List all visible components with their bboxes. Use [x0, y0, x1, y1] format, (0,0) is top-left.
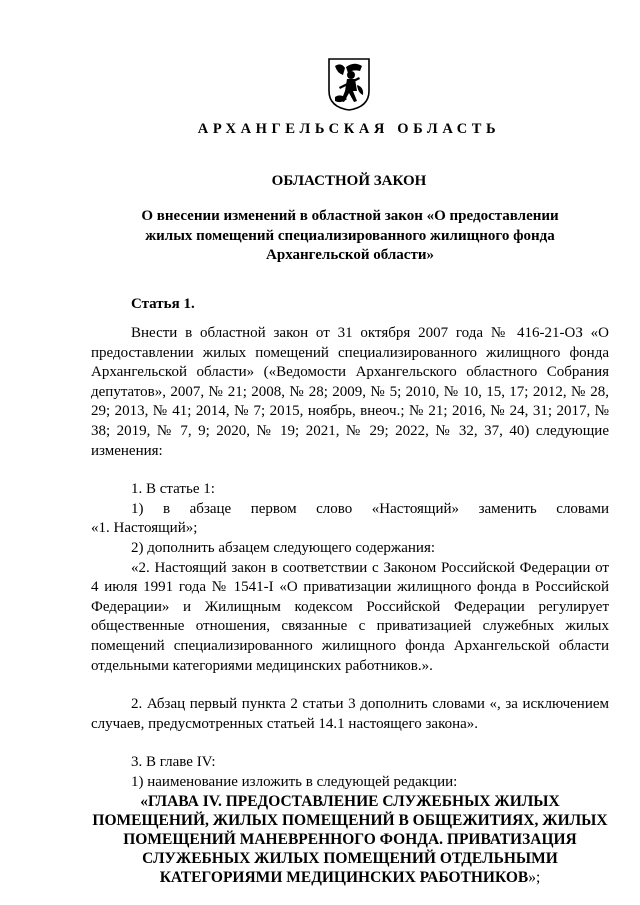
paragraph-item-3-1: 1) наименование изложить в следующей редакции: — [131, 773, 458, 790]
paragraph-item-2: 2. Абзац первый пункта 2 статьи 3 дополнить словами «, за исключением случаев, предусмотренных статьей 14.1 настоящего закона». — [91, 696, 609, 732]
document-body — [91, 324, 609, 887]
paragraph-item-1-2: 2) дополнить абзацем следующего содержания: — [131, 539, 436, 556]
paragraph-intro: Внести в областной закон от 31 октября 2007 года № 416-21-ОЗ «О предоставлении жилых помещений специализированного жилищного фонда Архангельской области» («Ведомости Архангельского областного Собрания депутатов», 2007, № 21; 2008, № 28; 2009, № 5; 2010, № 10, 15, 17; 2012, № 28, 29; 2013, № 41; 2014, № 7; 2015, ноябрь, внеоч.; № 21; 2016, № 24, 31; 2017, № 38; 2019, № 7, 9; 2020, № 19; 2021, № 29; 2022, № 32, 37, 40) следующие изменения: — [91, 325, 609, 459]
region-name: АРХАНГЕЛЬСКАЯ ОБЛАСТЬ — [197, 121, 501, 137]
chapter-heading-end: »; — [528, 869, 541, 887]
coat-of-arms-icon — [327, 57, 371, 111]
paragraph-item-1-2-quote: «2. Настоящий закон в соответствии с Законом Российской Федерации от 4 июля 1991 года № 1541-I «О приватизации жилищного фонда в Российской Федерации» и Жилищным кодексом Российской Федерации регулирует общественные отношения, связанные с приватизацией служебных жилых помещений специализированного жилищного фонда Архангельской области отдельными категориями медицинских работников.». — [91, 559, 609, 674]
paragraph-item-3: 3. В главе IV: — [131, 754, 216, 771]
chapter-heading-text: «ГЛАВА IV. ПРЕДОСТАВЛЕНИЕ СЛУЖЕБНЫХ ЖИЛЫХ ПОМЕЩЕНИЙ, ЖИЛЫХ ПОМЕЩЕНИЙ В ОБЩЕЖИТИЯХ, ЖИЛЫХ ПОМЕЩЕНИЙ МАНЕВРЕННОГО ФОНДА. ПРИВАТИЗАЦИЯ СЛУЖЕБНЫХ ЖИЛЫХ ПОМЕЩЕНИЙ ОТДЕЛЬНЫМИ КАТЕГОРИЯМИ МЕДИЦИНСКИХ РАБОТНИКОВ — [92, 793, 608, 887]
paragraph-item-1-1-cont: «1. Настоящий»; — [91, 520, 198, 537]
law-title: О внесении изменений в областной закон «О предоставлении жилых помещений специализированного жилищного фонда Архангельской области» — [141, 208, 559, 263]
chapter-heading — [91, 792, 609, 887]
paragraph-item-1-1: 1) в абзаце первом слово «Настоящий» заменить словами — [131, 500, 609, 517]
document-type: ОБЛАСТНОЙ ЗАКОН — [271, 173, 427, 189]
paragraph-item-1: 1. В статье 1: — [131, 481, 215, 498]
article-label: Статья 1. — [131, 296, 195, 312]
